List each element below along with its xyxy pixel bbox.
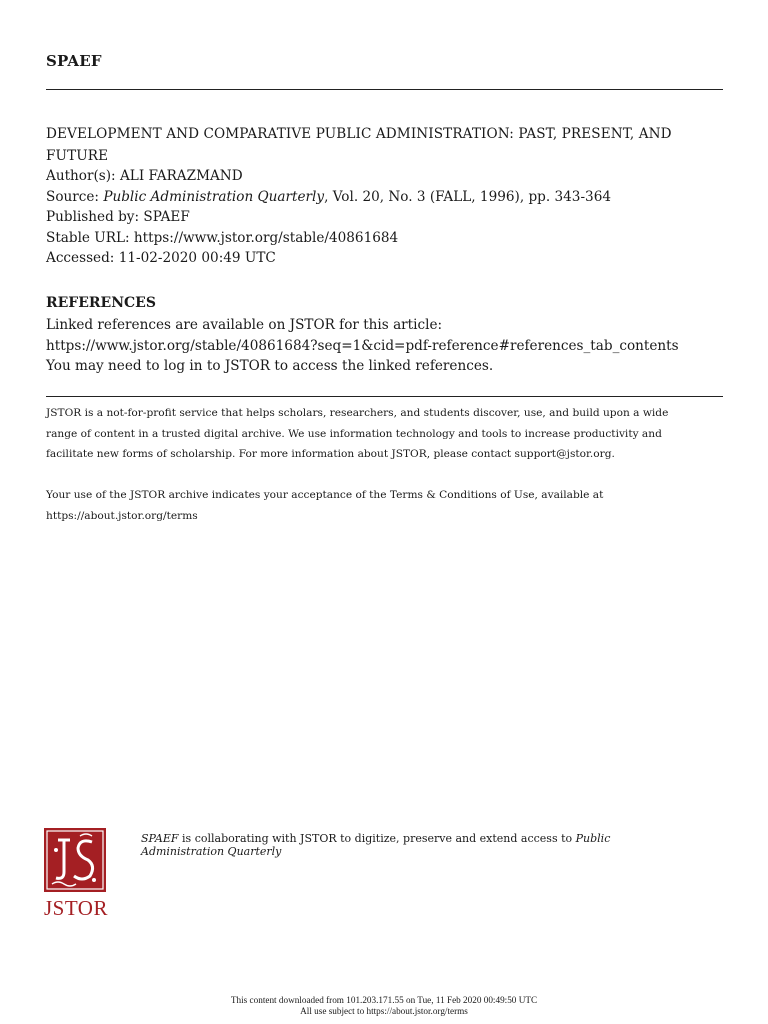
authors-value: ALI FARAZMAND — [119, 168, 243, 184]
source-label: Source: — [46, 189, 99, 205]
collab-partner: SPAEF — [141, 832, 179, 845]
stable-url-line — [46, 228, 398, 249]
download-footer — [0, 995, 768, 1016]
accessed-value: 11-02-2020 00:49 UTC — [118, 250, 276, 266]
stable-url-label: Stable URL: — [46, 230, 130, 246]
references-block — [46, 315, 679, 377]
jstor-logo-icon[interactable] — [44, 828, 106, 892]
footer-terms-line: All use subject to https://about.jstor.org/terms — [300, 1005, 468, 1016]
references-intro: Linked references are available on JSTOR for this article: — [46, 317, 443, 333]
notice-line: range of content in a trusted digital archive. We use information technology and tools to increase productivity and — [46, 427, 662, 440]
collab-text: is collaborating with JSTOR to digitize, preserve and extend access to — [178, 832, 576, 845]
published-by-line — [46, 207, 190, 228]
notice-line: JSTOR is a not-for-profit service that helps scholars, researchers, and students discover, use, and build upon a wide — [46, 407, 669, 419]
jstor-logo-text: JSTOR — [44, 896, 108, 920]
publisher-name: SPAEF — [46, 52, 102, 70]
terms-line: Your use of the JSTOR archive indicates your acceptance of the Terms & Conditions of Use, available at — [46, 489, 604, 501]
published-by-label: Published by: — [46, 209, 140, 225]
references-login-note: You may need to log in to JSTOR to access the linked references. — [46, 358, 494, 374]
references-heading: REFERENCES — [46, 295, 156, 311]
article-title: DEVELOPMENT AND COMPARATIVE PUBLIC ADMINISTRATION: PAST, PRESENT, AND FUTURE — [46, 126, 672, 164]
stable-url-link[interactable]: https://www.jstor.org/stable/40861684 — [133, 230, 399, 246]
jstor-notice — [46, 403, 726, 465]
terms-url-link[interactable]: https://about.jstor.org/terms — [46, 509, 198, 522]
terms-notice — [46, 485, 726, 526]
authors-line — [46, 166, 243, 187]
authors-label: Author(s): — [46, 168, 116, 184]
source-line — [46, 187, 611, 208]
top-divider — [46, 89, 723, 90]
accessed-line — [46, 248, 276, 269]
notice-line: facilitate new forms of scholarship. For more information about JSTOR, please contact support@jstor.org. — [46, 448, 615, 460]
source-details: , Vol. 20, No. 3 (FALL, 1996), pp. 343-364 — [324, 189, 611, 205]
notice-divider — [46, 396, 723, 397]
published-by-value: SPAEF — [143, 209, 190, 225]
accessed-label: Accessed: — [46, 250, 115, 266]
footer-download-line: This content downloaded from 101.203.171.55 on Tue, 11 Feb 2020 00:49:50 UTC — [230, 995, 538, 1005]
collaboration-note — [141, 832, 661, 858]
source-journal: Public Administration Quarterly — [103, 189, 325, 205]
collab-journal: Public Administration Quarterly — [141, 832, 611, 858]
references-url-link[interactable]: https://www.jstor.org/stable/40861684?seq=1&cid=pdf-reference#references_tab_contents — [46, 337, 679, 354]
